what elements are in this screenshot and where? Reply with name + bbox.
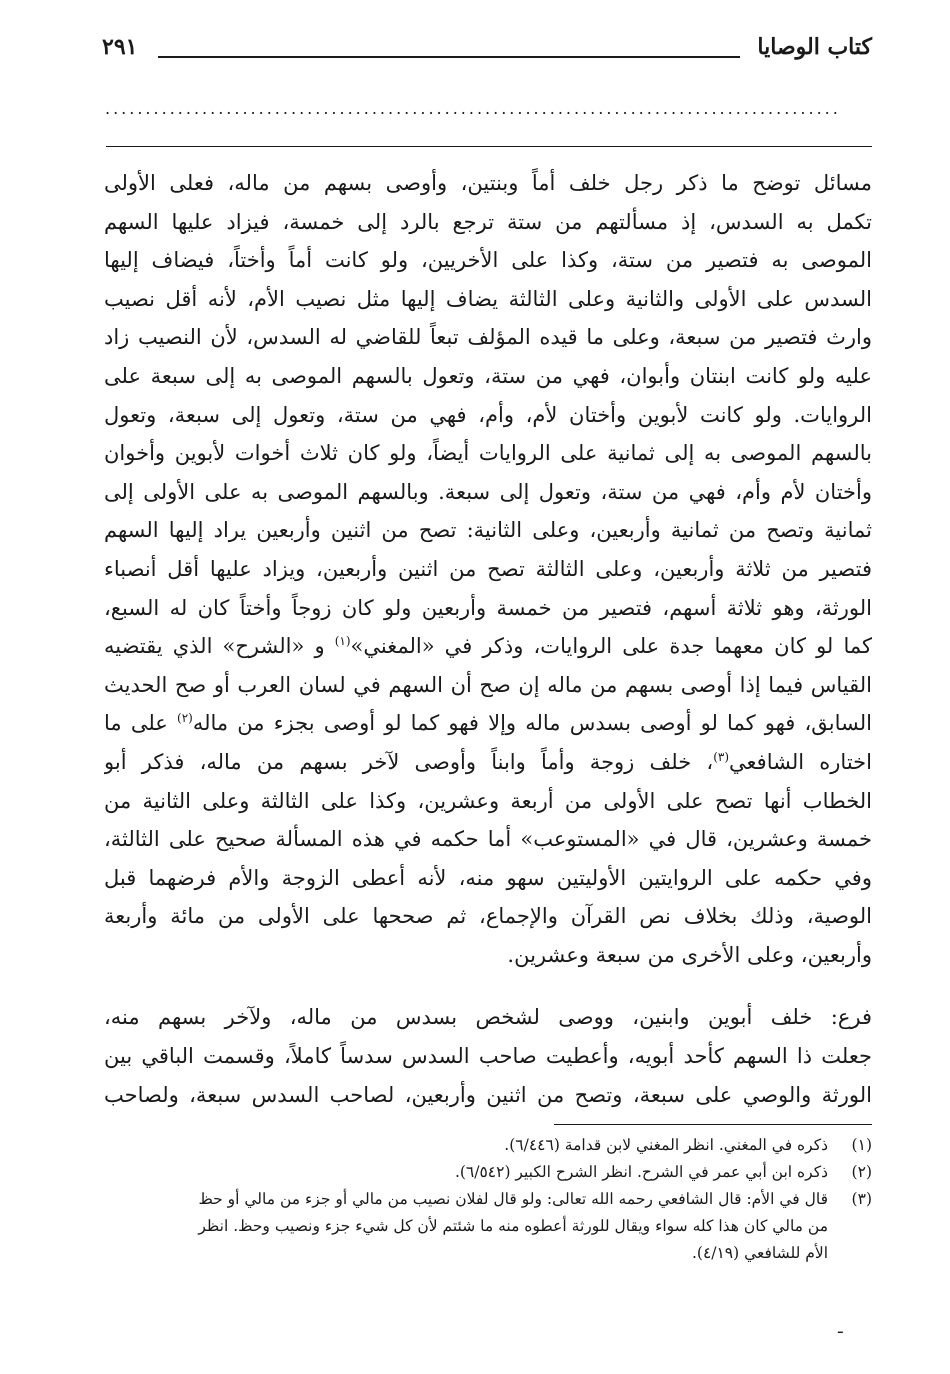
text-line: مسائل توضح ما ذكر رجل خلف أماً وبنتين، وأوصى بسهم من ماله، فعلى الأولى <box>104 171 872 195</box>
matn-separator-rule <box>106 146 872 147</box>
paragraph-gap <box>104 974 872 998</box>
text-line: خمسة وعشرين، قال في «المستوعب» أما حكمه في هذه المسألة صحيح على الثالثة، <box>104 827 872 852</box>
text-line: وأختان لأم وأم، فهي من ستة، وتعول إلى سبعة. وبالسهم الموصى به على الأولى إلى <box>104 479 872 504</box>
footnote-3 <box>104 1186 872 1267</box>
running-header-title: كتاب الوصايا <box>757 34 872 60</box>
text-line: فرع: خلف أبوين وابنين، ووصى لشخص بسدس من ماله، ولآخر بسهم منه، <box>104 1005 872 1030</box>
footnote-text: قال في الأم: قال الشافعي رحمه الله تعالى: ولو قال لفلان نصيب من مالي أو جزء من مالي أو حظ <box>198 1190 828 1208</box>
text-line: الورثة، وهو ثلاثة أسهم، فتصير من خمسة وأربعين ولو كان زوجاً وأختاً كان له السبع، <box>104 595 872 620</box>
text-line: الموصى به فتصير من ستة، وكذا على الأخريين، ولو كانت أماً وأختاً، فيضاف إليها <box>104 248 872 273</box>
text-line: الخطاب أنها تصح على الأولى من أربعة وعشرين، وكذا على الثالثة وعلى الثانية من <box>104 788 872 813</box>
text-line: وارث فتصير من سبعة، وعلى ما قيده المؤلف تبعاً للقاضي له السدس، لأن النصيب زاد <box>104 325 872 350</box>
footnote-number: (٣) <box>851 1190 872 1208</box>
text-line: ثمانية وتصح من ثمانية وأربعين، وعلى الثانية: تصح من اثنين وأربعين يراد إليها السهم <box>104 518 872 543</box>
paragraph-1 <box>104 164 872 974</box>
footnote-2 <box>104 1159 872 1186</box>
footnote-ref-1: (١) <box>334 634 351 649</box>
text-line: وفي حكمه على الروايتين الأوليتين سهو منه، لأنه أعطى الزوجة والأم فرضهما قبل <box>104 865 872 890</box>
text-line: اختاره الشافعي$^{(٣)}$، خلف زوجة وأماً وابناً وأوصى لآخر بسهم من ماله، فذكر أبو <box>104 749 872 774</box>
footnote-rule <box>554 1124 872 1125</box>
text-line: بالسهم الموصى به إلى ثمانية على الروايات أيضاً، ولو كان ثلاث أخوات لأبوين وأخوان <box>104 441 872 466</box>
text-line: وأربعين، وعلى الأخرى من سبعة وعشرين. <box>507 942 872 967</box>
page-end-mark: ـ <box>838 1318 843 1337</box>
footnotes <box>104 1132 872 1267</box>
page-number: ٢٩١ <box>102 34 138 60</box>
footnote-text: ذكره في المغني. انظر المغني لابن قدامة (٦/٤٤٦). <box>504 1136 828 1154</box>
text-line: عليه ولو كانت ابنتان وأبوان، فهي من ستة، وتعول بالسهم الموصى به إلى سبعة على <box>104 363 872 388</box>
footnote-text: من مالي كان هذا كله سواء ويقال للورثة أعطوه منه ما شئتم لأن كل شيء جزء ونصيب وحظ. انظر <box>198 1217 828 1235</box>
paragraph-2 <box>104 998 872 1114</box>
text-line: فتصير من ثلاثة وأربعين، وعلى الثالثة تصح من اثنين وأربعين، ويزاد عليها أقل أنصباء <box>104 556 872 581</box>
header-rule <box>158 56 740 58</box>
text-line: الورثة والوصي على سبعة، وتصح من اثنين وأربعين، لصاحب السدس سبعة، ولصاحب <box>104 1082 872 1107</box>
footnote-number: (٢) <box>851 1163 872 1181</box>
footnote-number: (١) <box>851 1136 872 1154</box>
commentary-body <box>104 164 872 1114</box>
footnote-ref-2: (٢) <box>177 711 193 726</box>
dotted-separator: ........................................................................................... <box>105 102 841 116</box>
footnote-ref-3: (٣) <box>713 749 730 764</box>
text-line: السدس على الأولى والثانية وعلى الثالثة يضاف إليها مثل نصيب الأم، لأنه أقل نصيب <box>104 286 872 311</box>
footnote-1 <box>104 1132 872 1159</box>
footnote-text: الأم للشافعي (٤/١٩). <box>691 1244 828 1262</box>
footnote-text: ذكره ابن أبي عمر في الشرح. انظر الشرح الكبير (٦/٥٤٢). <box>454 1163 828 1181</box>
text-line: كما لو كان معهما جدة على الروايات، وذكر في «المغني»$^{(١)}$ و «الشرح» الذي يقتضيه <box>104 634 872 659</box>
text-line: السابق، فهو كما لو أوصى بسدس ماله وإلا فهو كما لو أوصى بجزء من ماله$^{(٢)}$ على ما <box>104 711 872 736</box>
text-line: جعلت ذا السهم كأحد أبويه، وأعطيت صاحب السدس سدساً كاملاً، وقسمت الباقي بين <box>104 1044 872 1069</box>
text-line: تكمل به السدس، إذ مسألتهم من ستة ترجع بالرد إلى خمسة، فيزاد عليها السهم <box>104 209 872 234</box>
text-line: الوصية، وذلك بخلاف نص القرآن والإجماع، ثم صححها على الأولى من مائة وأربعة <box>104 904 872 929</box>
text-line: الروايات. ولو كانت لأبوين وأختان لأم، وأم، فهي من ستة، وتعول إلى سبعة، وتعول <box>104 402 872 427</box>
text-line: القياس فيما إذا أوصى بسهم من ماله إن صح أن السهم في لسان العرب أو صح الحديث <box>104 672 872 697</box>
